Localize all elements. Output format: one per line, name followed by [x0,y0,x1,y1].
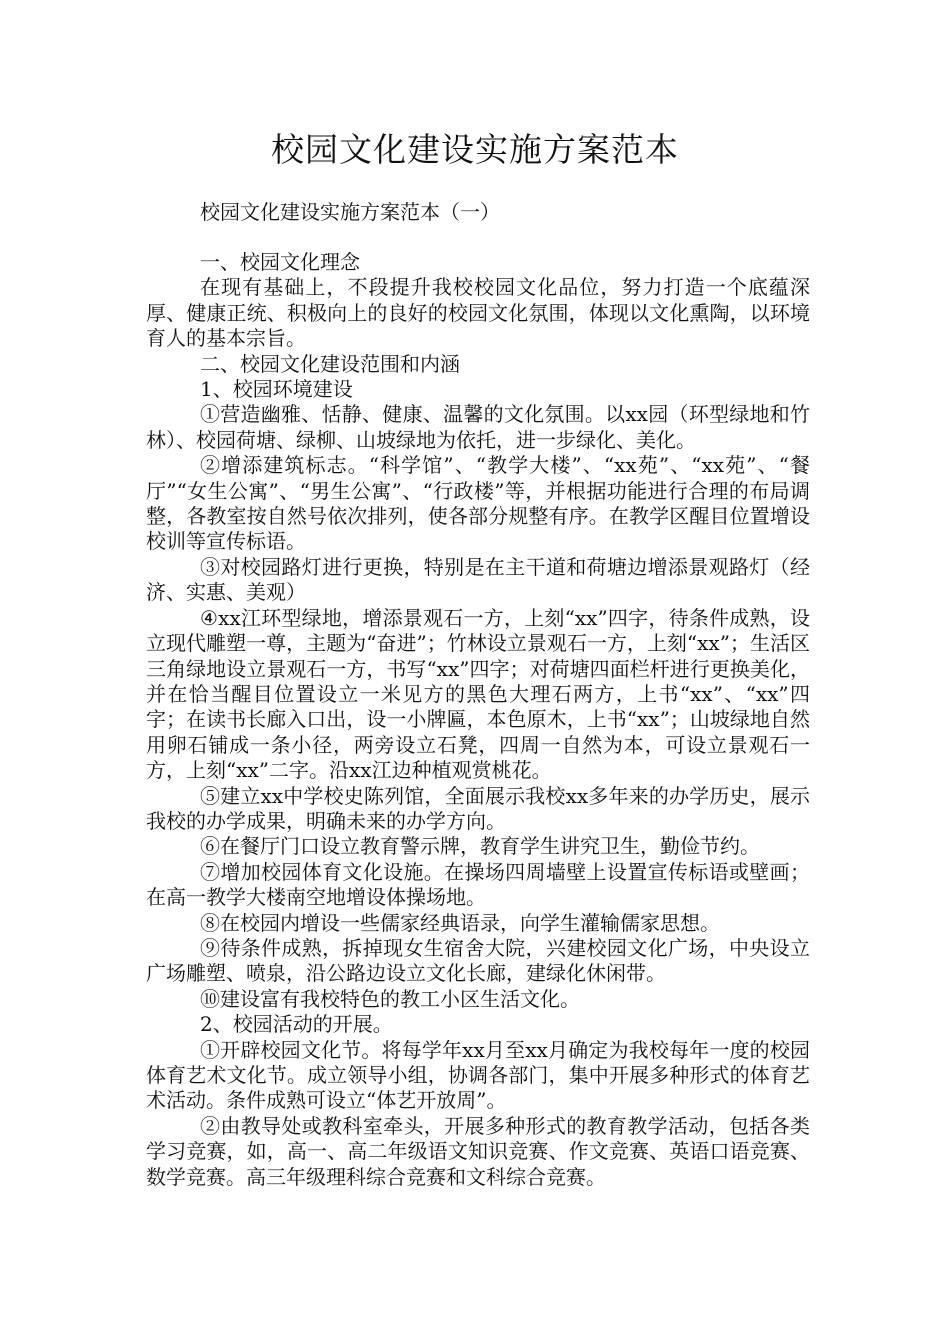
paragraph: ①开辟校园文化节。将每学年xx月至xx月确定为我校每年一度的校园体育艺术文化节。成立领导小组，协调各部门，集中开展多种形式的体育艺术活动。条件成熟可设立“体艺开放周”。 [146,1037,810,1113]
section-heading: 一、校园文化理念 [200,250,360,274]
paragraph: ⑩建设富有我校特色的教工小区生活文化。 [200,986,580,1011]
document-subtitle: 校园文化建设实施方案范本（一） [200,200,500,224]
subsection-heading: 2、校园活动的开展。 [200,1012,393,1037]
paragraph: ④xx江环型绿地，增添景观石一方，上刻“xx”四字，待条件成熟，设立现代雕塑一尊，主题为“奋进”；竹林设立景观石一方，上刻“xx”；生活区三角绿地设立景观石一方，书写“xx”四字；对荷塘四面栏杆进行更换美化，并在恰当醒目位置设立一米见方的黑色大理石两方，上书“xx”、“xx”四字；在读书长廊入口出，设一小牌匾，本色原木，上书“xx”；山坡绿地自然用卵石铺成一条小径，两旁设立石凳，四周一自然为本，可设立景观石一方，上刻“xx”二字。沿xx江边种植观赏桃花。 [146,605,810,783]
paragraph: ⑤建立xx中学校史陈列馆，全面展示我校xx多年来的办学历史，展示我校的办学成果，明确未来的办学方向。 [146,783,810,833]
paragraph: ⑥在餐厅门口设立教育警示牌，教育学生讲究卫生，勤俭节约。 [200,834,760,859]
paragraph: ⑨待条件成熟，拆掉现女生宿舍大院，兴建校园文化广场，中央设立广场雕塑、喷泉，沿公路边设立文化长廊，建绿化休闲带。 [146,935,810,986]
paragraph: ③对校园路灯进行更换，特别是在主干道和荷塘边增添景观路灯（经济、实惠、美观） [146,554,810,605]
subsection-heading: 1、校园环境建设 [200,377,353,402]
paragraph: ⑦增加校园体育文化设施。在操场四周墙壁上设置宣传标语或壁画；在高一教学大楼南空地增设体操场地。 [146,859,810,910]
section-heading: 二、校园文化建设范围和内涵 [200,351,460,376]
paragraph: ⑧在校园内增设一些儒家经典语录，向学生灌输儒家思想。 [200,910,720,935]
paragraph: 在现有基础上，不段提升我校校园文化品位，努力打造一个底蕴深厚、健康正统、积极向上的良好的校园文化氛围，体现以文化熏陶，以环境育人的基本宗旨。 [146,275,810,351]
document-title: 校园文化建设实施方案范本 [271,130,679,169]
paragraph: ②由教导处或教科室牵头，开展多种形式的教育教学活动，包括各类学习竞赛，如，高一、高二年级语文知识竞赛、作文竞赛、英语口语竞赛、数学竞赛。高三年级理科综合竞赛和文科综合竞赛。 [146,1113,810,1189]
paragraph: ①营造幽雅、恬静、健康、温馨的文化氛围。以xx园（环型绿地和竹林）、校园荷塘、绿柳、山坡绿地为依托，进一步绿化、美化。 [146,402,810,452]
paragraph: ②增添建筑标志。“科学馆”、“教学大楼”、“xx苑”、“xx苑”、“餐厅”“女生公寓”、“男生公寓”、“行政楼”等，并根据功能进行合理的布局调整，各教室按自然号依次排列，使各部分规整有序。在教学区醒目位置增设校训等宣传标语。 [146,453,810,554]
document-body [146,250,810,1190]
